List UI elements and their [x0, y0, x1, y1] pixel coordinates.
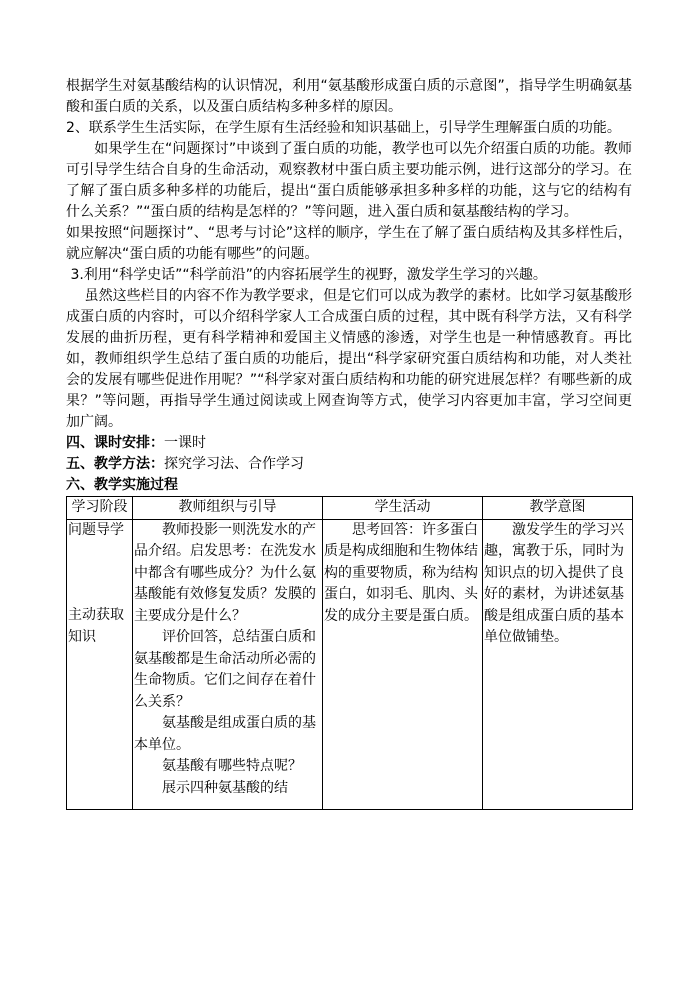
teacher-text-2: 评价回答，总结蛋白质和氨基酸都是生命活动所必需的生命物质。它们之间存在着什么关系？: [134, 629, 316, 710]
student-cell: [323, 519, 483, 809]
header-stage: 学习阶段: [67, 497, 133, 520]
section-method-label: 五、教学方法：: [66, 456, 164, 472]
stage-question: 问题导学: [68, 521, 124, 538]
paragraph-3: 如果学生在“问题探讨”中谈到了蛋白质的功能，教学也可以先介绍蛋白质的功能。教师可引导学生结合自身的生命活动，观察教材中蛋白质主要功能示例，进行这部分的学习。在了解了蛋白质多种多样的功能后，提出“蛋白质能够承担多种多样的功能，这与它的结构有什么关系？”“蛋白质的结构是怎样的？”等问题，进入蛋白质和氨基酸结构的学习。: [66, 141, 632, 220]
teaching-process-table: [66, 496, 633, 810]
section-schedule: [66, 433, 632, 454]
header-teacher: 教师组织与引导: [133, 497, 323, 520]
stage-acquire: 主动获取知识: [68, 607, 124, 645]
header-intent: 教学意图: [483, 497, 633, 520]
document-page: [66, 76, 632, 810]
teacher-text-5: 展示四种氨基酸的结: [134, 779, 288, 796]
paragraph-4: 如果按照“问题探讨”、“思考与讨论”这样的顺序，学生在了解了蛋白质结构及其多样性后，就应解决“蛋白质的功能有哪些”的问题。: [66, 225, 632, 262]
section-schedule-value: 一课时: [164, 435, 206, 451]
teacher-cell: [133, 519, 323, 809]
table-header-row: [67, 497, 633, 520]
teacher-text-1: 教师投影一则洗发水的产品介绍。启发思考：在洗发水中都含有哪些成分？为什么氨基酸能有效修复发质？发膜的主要成分是什么？: [134, 521, 316, 624]
paragraph-5: 3.利用“科学史话”“科学前沿”的内容拓展学生的视野，激发学生学习的兴趣。: [66, 267, 547, 283]
section-process: [66, 475, 632, 496]
paragraph-1: 根据学生对氨基酸结构的认识情况，利用“氨基酸形成蛋白质的示意图”，指导学生明确氨基酸和蛋白质的关系，以及蛋白质结构多种多样的原因。: [66, 78, 632, 115]
table-row: [67, 519, 633, 809]
teacher-text-3: 氨基酸是组成蛋白质的基本单位。: [134, 715, 316, 753]
intent-cell: [483, 519, 633, 809]
header-student: 学生活动: [323, 497, 483, 520]
intent-text: 激发学生的学习兴趣，寓教于乐，同时为知识点的切入提供了良好的素材，为讲述氨基酸是组成蛋白质的基本单位做铺垫。: [484, 521, 624, 645]
stage-cell: [67, 519, 133, 809]
section-method: [66, 454, 632, 475]
paragraph-6: 虽然这些栏目的内容不作为教学要求，但是它们可以成为教学的素材。比如学习氨基酸形成蛋白质的内容时，可以介绍科学家人工合成蛋白质的过程，其中既有科学方法，又有科学发展的曲折历程，更有科学精神和爱国主义情感的渗透，对学生也是一种情感教育。再比如，教师组织学生总结了蛋白质的功能后，提出“科学家研究蛋白质结构和功能，对人类社会的发展有哪些促进作用呢？”“科学家对蛋白质结构和功能的研究进展怎样？有哪些新的成果？”等问题，再指导学生通过阅读或上网查询等方式，使学习内容更加丰富，学习空间更加广阔。: [66, 288, 632, 430]
paragraph-2: 2、联系学生生活实际，在学生原有生活经验和知识基础上，引导学生理解蛋白质的功能。: [66, 120, 621, 136]
section-schedule-label: 四、课时安排：: [66, 435, 164, 451]
section-method-value: 探究学习法、合作学习: [164, 456, 304, 472]
section-process-label: 六、教学实施过程: [66, 477, 178, 493]
student-text: 思考回答：许多蛋白质是构成细胞和生物体结构的重要物质，称为结构蛋白，如羽毛、肌肉、头发的成分主要是蛋白质。: [324, 521, 478, 624]
teacher-text-4: 氨基酸有哪些特点呢？: [134, 758, 302, 774]
